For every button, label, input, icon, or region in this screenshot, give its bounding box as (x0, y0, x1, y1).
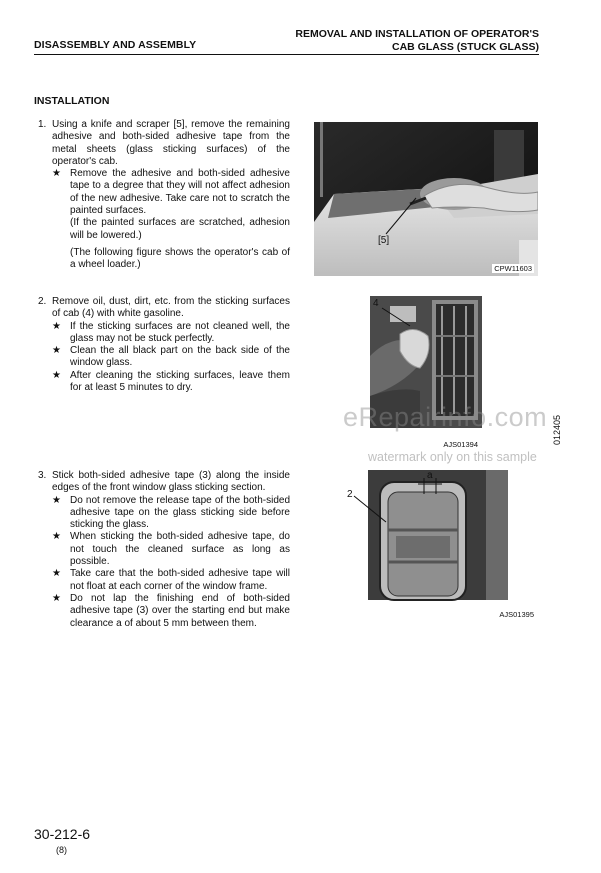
step-note (52, 321, 290, 346)
star-icon: ★ (52, 494, 61, 506)
star-icon: ★ (52, 369, 61, 381)
page-number: 30-212-6 (34, 826, 91, 842)
star-icon: ★ (52, 320, 61, 332)
note-text: After cleaning the sticking surfaces, leave them for at least 5 minutes to dry. (70, 369, 290, 394)
note-text: Remove the adhesive and both-sided adhesive tape to a degree that they will not affect adhesion of the new adhesive. Take care not to scratch the painted surfaces. (70, 168, 290, 217)
step-plain-note: (The following figure shows the operator's cab of a wheel loader.) (70, 246, 290, 271)
step-number: 1. (38, 119, 47, 130)
figure-scraping-adhesive (314, 122, 538, 276)
watermark-note: watermark only on this sample (368, 450, 537, 464)
header-title (295, 28, 539, 54)
header-rule (34, 54, 539, 55)
figure-scraping-photo (314, 122, 538, 276)
star-icon: ★ (52, 345, 61, 357)
step-number: 2. (38, 296, 47, 307)
step-note (52, 593, 290, 630)
note-text: When sticking the both-sided adhesive tape, do not touch the cleaned surface as long as possible. (70, 531, 290, 568)
step-note (52, 345, 290, 370)
step-note (52, 370, 290, 395)
star-icon: ★ (52, 568, 61, 580)
revision-number: (8) (56, 845, 67, 855)
note-text: If the sticking surfaces are not cleaned well, the glass may not be stuck perfectly. (70, 320, 290, 344)
note-text: Do not remove the release tape of the both-sided adhesive tape on the glass sticking side before sticking the glass. (70, 494, 290, 531)
star-icon: ★ (52, 592, 61, 604)
figure-code: AJS01395 (499, 610, 534, 619)
step-note (52, 168, 290, 217)
step-number: 3. (38, 470, 47, 481)
figure-code: AJS01394 (443, 440, 478, 449)
figure-code: CPW11603 (494, 264, 532, 273)
callout-4: 4 (373, 298, 379, 309)
star-icon: ★ (52, 531, 61, 543)
header-title-line2: CAB GLASS (STUCK GLASS) (392, 41, 539, 53)
step-text: Stick both-sided adhesive tape (3) along the inside edges of the front window glass sticking section. (52, 470, 290, 494)
header-title-line1: REMOVAL AND INSTALLATION OF OPERATOR'S (295, 28, 539, 40)
watermark: eRepairinfo.com (343, 402, 548, 432)
section-title: INSTALLATION (34, 95, 110, 107)
step-note (52, 531, 290, 568)
header-chapter: DISASSEMBLY AND ASSEMBLY (34, 39, 197, 51)
step-1 (38, 119, 290, 272)
step-plain-note: (If the painted surfaces are scratched, adhesion will be lowered.) (70, 217, 290, 241)
callout-2: 2 (347, 489, 353, 500)
callout-5: [5] (378, 235, 390, 246)
figure-tape-photo (340, 470, 536, 622)
step-note (52, 568, 290, 593)
step-text: Using a knife and scraper [5], remove the remaining adhesive and both-sided adhesive tape from the metal sheets (glass sticking surfaces) of the operator's cab. (52, 119, 290, 167)
note-text: Do not lap the finishing end of both-sided adhesive tape (3) over the starting end but make clearance a of about 5 mm between them. (70, 592, 290, 629)
note-text: Take care that the both-sided adhesive tape will not float at each corner of the window frame. (70, 568, 290, 592)
step-note (52, 495, 290, 532)
note-text: Clean the all black part on the back side of the window glass. (70, 345, 290, 369)
step-3 (38, 470, 290, 630)
side-code: 012405 (552, 414, 562, 445)
step-text: Remove oil, dust, dirt, etc. from the sticking surfaces of cab (4) with white gasoline. (52, 296, 290, 320)
figure-sticking-tape (340, 470, 536, 622)
callout-a: a (427, 470, 433, 481)
step-2 (38, 296, 290, 394)
star-icon: ★ (52, 168, 61, 180)
